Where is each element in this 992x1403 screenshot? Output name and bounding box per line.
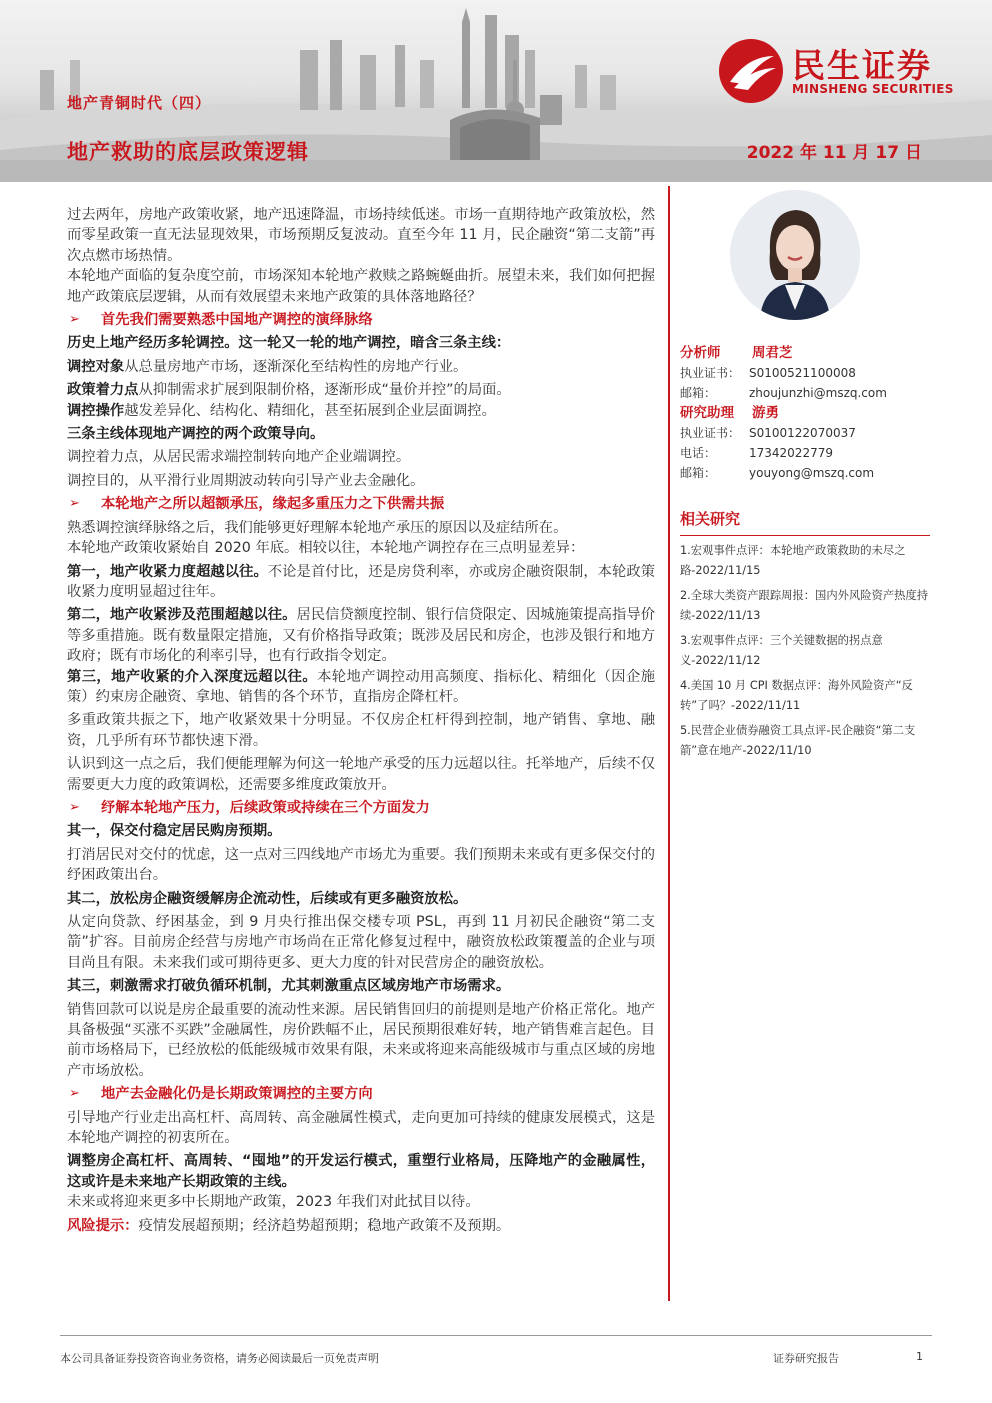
analyst-email-link[interactable]: zhoujunzhi@mszq.com [749, 386, 887, 400]
assistant-email-link[interactable]: youyong@mszq.com [749, 466, 875, 480]
related-research-item[interactable]: 4.美国 10 月 CPI 数据点评：海外风险资产“反转”了吗？-2022/11/11 [680, 679, 913, 712]
section-heading: ➢ 首先我们需要熟悉中国地产调控的演绎脉络 [67, 310, 655, 330]
related-research-item[interactable]: 1.宏观事件点评：本轮地产政策救助的未尽之路-2022/11/15 [680, 544, 906, 577]
paragraph: 熟悉调控演绎脉络之后，我们能够更好理解本轮地产承压的原因以及症结所在。 [67, 519, 568, 536]
paragraph: 未来或将迎来更多中长期地产政策，2023 年我们对此拭目以待。 [67, 1194, 480, 1211]
paragraph: 过去两年，房地产政策收紧，地产迅速降温，市场持续低迷。市场一直期待地产政策放松，然而零星政策一直无法显现效果，市场预期反复波动。直至今年 11 月，民企融资“第二支箭”再次点燃市场热情。 [67, 207, 655, 264]
arrow-bullet-icon: ➢ [69, 799, 80, 815]
paragraph: 调整房企高杠杆、高周转、“囤地”的开发运行模式，重塑行业格局，压降地产的金融属性，这或许是未来地产长期政策的主线。 [67, 1153, 655, 1190]
page-number: 1 [916, 1350, 923, 1363]
assistant-phone-row: 电话： 17342022779 [680, 446, 833, 460]
related-research-title: 相关研究 [680, 508, 930, 536]
section-heading: ➢ 本轮地产之所以超额承压，缘起多重压力之下供需共振 [67, 494, 655, 514]
analyst-photo [730, 190, 860, 320]
related-research [680, 508, 930, 766]
paragraph: 调控操作越发差异化、结构化、精细化，甚至拓展到企业层面调控。 [67, 402, 496, 419]
paragraph: 认识到这一点之后，我们便能理解为何这一轮地产承受的压力远超以往。托举地产，后续不仅需要更大力度的政策调松，还需要多维度政策放开。 [67, 756, 655, 793]
report-date: 2022 年 11 月 17 日 [746, 143, 922, 163]
arrow-bullet-icon: ➢ [69, 1086, 80, 1102]
related-research-item[interactable]: 3.宏观事件点评：三个关键数据的拐点意义-2022/11/12 [680, 634, 883, 667]
column-divider [668, 186, 670, 1301]
paragraph: 本轮地产政策收紧始自 2020 年底。相较以往，本轮地产调控存在三点明显差异： [67, 540, 585, 557]
related-research-item[interactable]: 5.民营企业债券融资工具点评-民企融资“第二支箭”意在地产-2022/11/10 [680, 724, 916, 757]
analyst-row: 分析师 周君芝 [680, 345, 793, 361]
paragraph: 历史上地产经历多轮调控。这一轮又一轮的地产调控，暗含三条主线： [67, 335, 511, 352]
footer-divider [60, 1335, 932, 1336]
paragraph: 引导地产行业走出高杠杆、高周转、高金融属性模式，走向更加可持续的健康发展模式，这是本轮地产调控的初衷所在。 [67, 1109, 655, 1147]
paragraph: 第一，地产收紧力度超越以往。不论是首付比，还是房贷利率，亦或房企融资限制，本轮政策收紧力度明显超过往年。 [67, 563, 655, 600]
section-heading: ➢ 纾解本轮地产压力，后续政策或持续在三个方面发力 [67, 798, 655, 818]
minsheng-logo-icon [718, 38, 784, 104]
report-title: 地产救助的底层政策逻辑 [67, 140, 309, 164]
logo-text-cn: 民生证券 [792, 46, 932, 85]
analyst-portrait-icon [730, 190, 860, 320]
main-content [67, 205, 655, 1236]
section-heading: ➢ 地产去金融化仍是长期政策调控的主要方向 [67, 1084, 655, 1104]
assistant-email-row: 邮箱： youyong@mszq.com [680, 463, 930, 483]
paragraph: 多重政策共振之下，地产收紧效果十分明显。不仅房企杠杆得到控制，地产销售、拿地、融资，几乎所有环节都快速下滑。 [67, 712, 655, 749]
footer-report-type: 证券研究报告 [773, 1352, 839, 1365]
paragraph: 调控着力点，从居民需求端控制转向地产企业端调控。 [67, 449, 411, 466]
paragraph: 三条主线体现地产调控的两个政策导向。 [67, 426, 325, 443]
assistant-cert-row: 执业证书： S0100122070037 [680, 426, 856, 440]
paragraph: 打消居民对交付的忧虑，这一点对三四线地产市场尤为重要。我们预期未来或有更多保交付的纾困政策出台。 [67, 846, 655, 884]
paragraph: 其一，保交付稳定居民购房预期。 [67, 823, 282, 840]
paragraph: 政策着力点从抑制需求扩展到限制价格，逐渐形成“量价并控”的局面。 [67, 382, 511, 399]
assistant-row: 研究助理 游勇 [680, 405, 779, 421]
header-banner [0, 0, 992, 182]
paragraph: 其三，刺激需求打破负循环机制，尤其刺激重点区域房地产市场需求。 [67, 978, 511, 995]
arrow-bullet-icon: ➢ [69, 312, 80, 328]
paragraph: 第二，地产收紧涉及范围超越以往。居民信贷额度控制、银行信贷限定、因城施策提高指导价等多重措施。既有数量限定措施，又有价格指导政策；既涉及居民和房企，也涉及银行和地方政府；既有市场化的利率引导，也有行政指令划定。 [67, 607, 656, 665]
minsheng-logo [718, 36, 968, 106]
analyst-info [680, 343, 930, 483]
risk-warning: 风险提示：疫情发展超预期；经济趋势超预期；稳地产政策不及预期。 [67, 1217, 511, 1234]
paragraph: 其二，放松房企融资缓解房企流动性，后续或有更多融资放松。 [67, 890, 468, 907]
footer-disclaimer: 本公司具备证券投资咨询业务资格，请务必阅读最后一页免责声明 [60, 1352, 379, 1365]
arrow-bullet-icon: ➢ [69, 496, 80, 512]
paragraph: 从定向贷款、纾困基金，到 9 月央行推出保交楼专项 PSL，再到 11 月初民企融资“第二支箭”扩容。目前房企经营与房地产市场尚在正常化修复过程中，融资放松政策覆盖的企业与项目尚且有限。未来我们或可期待更多、更大力度的针对民营房企的融资放松。 [67, 914, 655, 971]
logo-text-en: MINSHENG SECURITIES [792, 82, 954, 96]
paragraph: 销售回款可以说是房企最重要的流动性来源。居民销售回归的前提则是地产价格正常化。地产具备极强“买涨不买跌”金融属性，房价跌幅不止，居民预期很难好转，地产销售难言起色。目前市场格局下，已经放松的低能级城市效果有限，未来或将迎来高能级城市与重点区域的房地产市场放松。 [67, 1001, 655, 1079]
analyst-cert-row: 执业证书： S0100521100008 [680, 366, 856, 380]
series-title: 地产青铜时代（四） [67, 94, 212, 112]
paragraph: 第三，地产收紧的介入深度远超以往。本轮地产调控动用高频度、指标化、精细化（因企施策）约束房企融资、拿地、销售的各个环节，直指房企降杠杆。 [67, 668, 656, 705]
analyst-email-row: 邮箱： zhoujunzhi@mszq.com [680, 383, 930, 403]
paragraph: 调控目的，从平滑行业周期波动转向引导产业去金融化。 [67, 472, 425, 489]
paragraph: 本轮地产面临的复杂度空前，市场深知本轮地产救赎之路蜿蜒曲折。展望未来，我们如何把握地产政策底层逻辑，从而有效展望未来地产政策的具体落地路径？ [67, 268, 655, 305]
related-research-item[interactable]: 2.全球大类资产跟踪周报：国内外风险资产热度持续-2022/11/13 [680, 589, 929, 622]
paragraph: 调控对象从总量房地产市场，逐渐深化至结构性的房地产行业。 [67, 358, 468, 375]
related-research-list [680, 541, 930, 761]
